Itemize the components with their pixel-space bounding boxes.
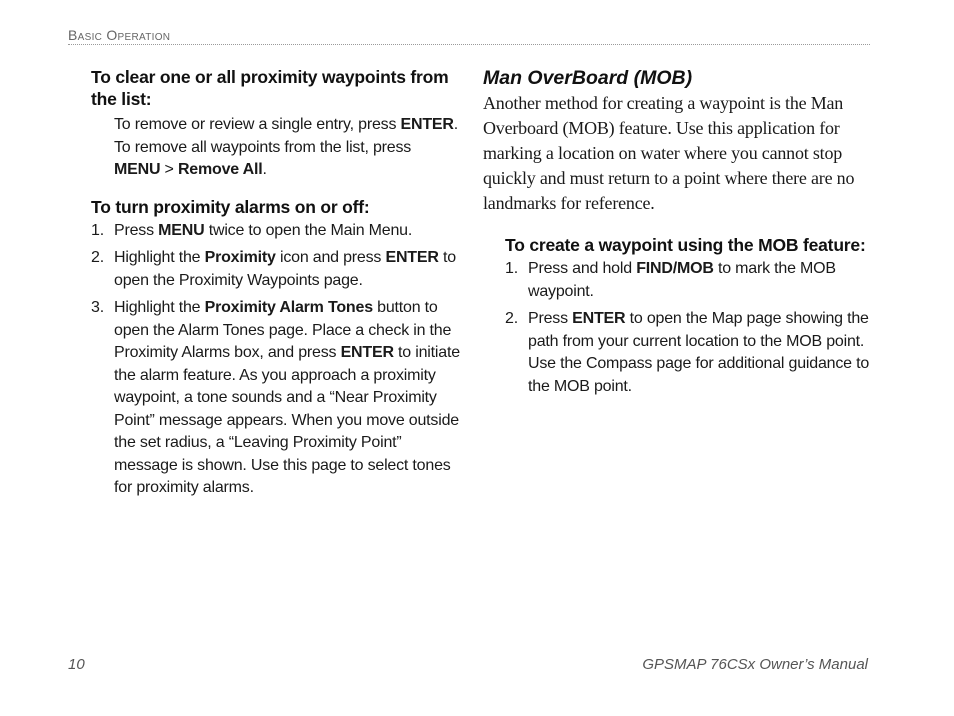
step-item xyxy=(505,308,873,398)
clear-waypoints-paragraph xyxy=(114,114,461,182)
para-text: > xyxy=(160,161,178,178)
step-text: Highlight the xyxy=(114,299,205,316)
mob-intro-paragraph: Another method for creating a waypoint is the Man Overboard (MOB) feature. Use this application for marking a location on water where you cannot stop quickly and must return to a point where there are no landmarks for reference. xyxy=(483,93,855,213)
step-number: 3. xyxy=(91,299,104,316)
para-key-label: Remove All xyxy=(177,161,263,178)
step-text: Press and hold xyxy=(528,260,637,277)
step-number: 1. xyxy=(91,221,104,239)
para-text: . xyxy=(262,161,267,178)
step-text: to open the Proximity Waypoints page. xyxy=(114,249,456,289)
step-number: 2. xyxy=(505,310,518,327)
step-key-label: ENTER xyxy=(385,249,439,266)
step-text: icon and press xyxy=(275,249,386,266)
para-key-label: ENTER xyxy=(400,116,454,133)
clear-waypoints-heading: To clear one or all proximity waypoints from the list: xyxy=(91,67,449,109)
para-key-label: MENU xyxy=(114,161,161,178)
mob-create-heading: To create a waypoint using the MOB feature: xyxy=(505,235,866,255)
running-header: Basic Operation xyxy=(68,27,870,45)
step-key-label: ENTER xyxy=(572,310,626,327)
step-item xyxy=(91,220,461,243)
step-key-label: ENTER xyxy=(340,344,394,361)
step-item xyxy=(91,247,461,292)
step-key-label: Proximity xyxy=(204,249,276,266)
step-text: to initiate the alarm feature. As you approach a proximity waypoint, a tone sounds and a “Near Proximity Point” message appears. When you move outside the set radius, a “Leaving Proximity Point” message is shown. Use this page to select tones for proximity alarms. xyxy=(114,344,460,496)
step-key-label: FIND/MOB xyxy=(636,260,714,277)
right-column xyxy=(483,66,873,403)
step-key-label: Proximity Alarm Tones xyxy=(204,299,373,316)
step-text: button to open the Alarm Tones page. Place a check in the Proximity Alarms box, and press xyxy=(114,299,452,361)
proximity-alarm-steps xyxy=(91,220,461,500)
page-number: 10 xyxy=(68,656,85,673)
step-key-label: MENU xyxy=(158,221,205,239)
step-text: to open the Map page showing the path from your current location to the MOB point. Use the Compass page for additional guidance to the MOB point. xyxy=(528,310,870,395)
manual-title: GPSMAP 76CSx Owner’s Manual xyxy=(642,656,868,673)
step-text: Highlight the xyxy=(114,249,205,266)
mob-steps xyxy=(505,258,873,398)
proximity-alarms-heading: To turn proximity alarms on or off: xyxy=(91,196,370,217)
step-number: 1. xyxy=(505,260,518,277)
step-text: Press xyxy=(114,221,159,239)
step-text: twice to open the Main Menu. xyxy=(204,221,413,239)
para-text: To remove or review a single entry, press xyxy=(114,116,401,133)
mob-section-title: Man OverBoard (MOB) xyxy=(483,67,693,89)
step-item xyxy=(505,258,873,303)
step-item xyxy=(91,297,461,500)
step-number: 2. xyxy=(91,249,104,266)
para-text: . To remove all waypoints from the list, press xyxy=(114,116,459,156)
step-text: to mark the MOB waypoint. xyxy=(528,260,836,300)
step-text: Press xyxy=(528,310,573,327)
left-column xyxy=(91,66,461,505)
